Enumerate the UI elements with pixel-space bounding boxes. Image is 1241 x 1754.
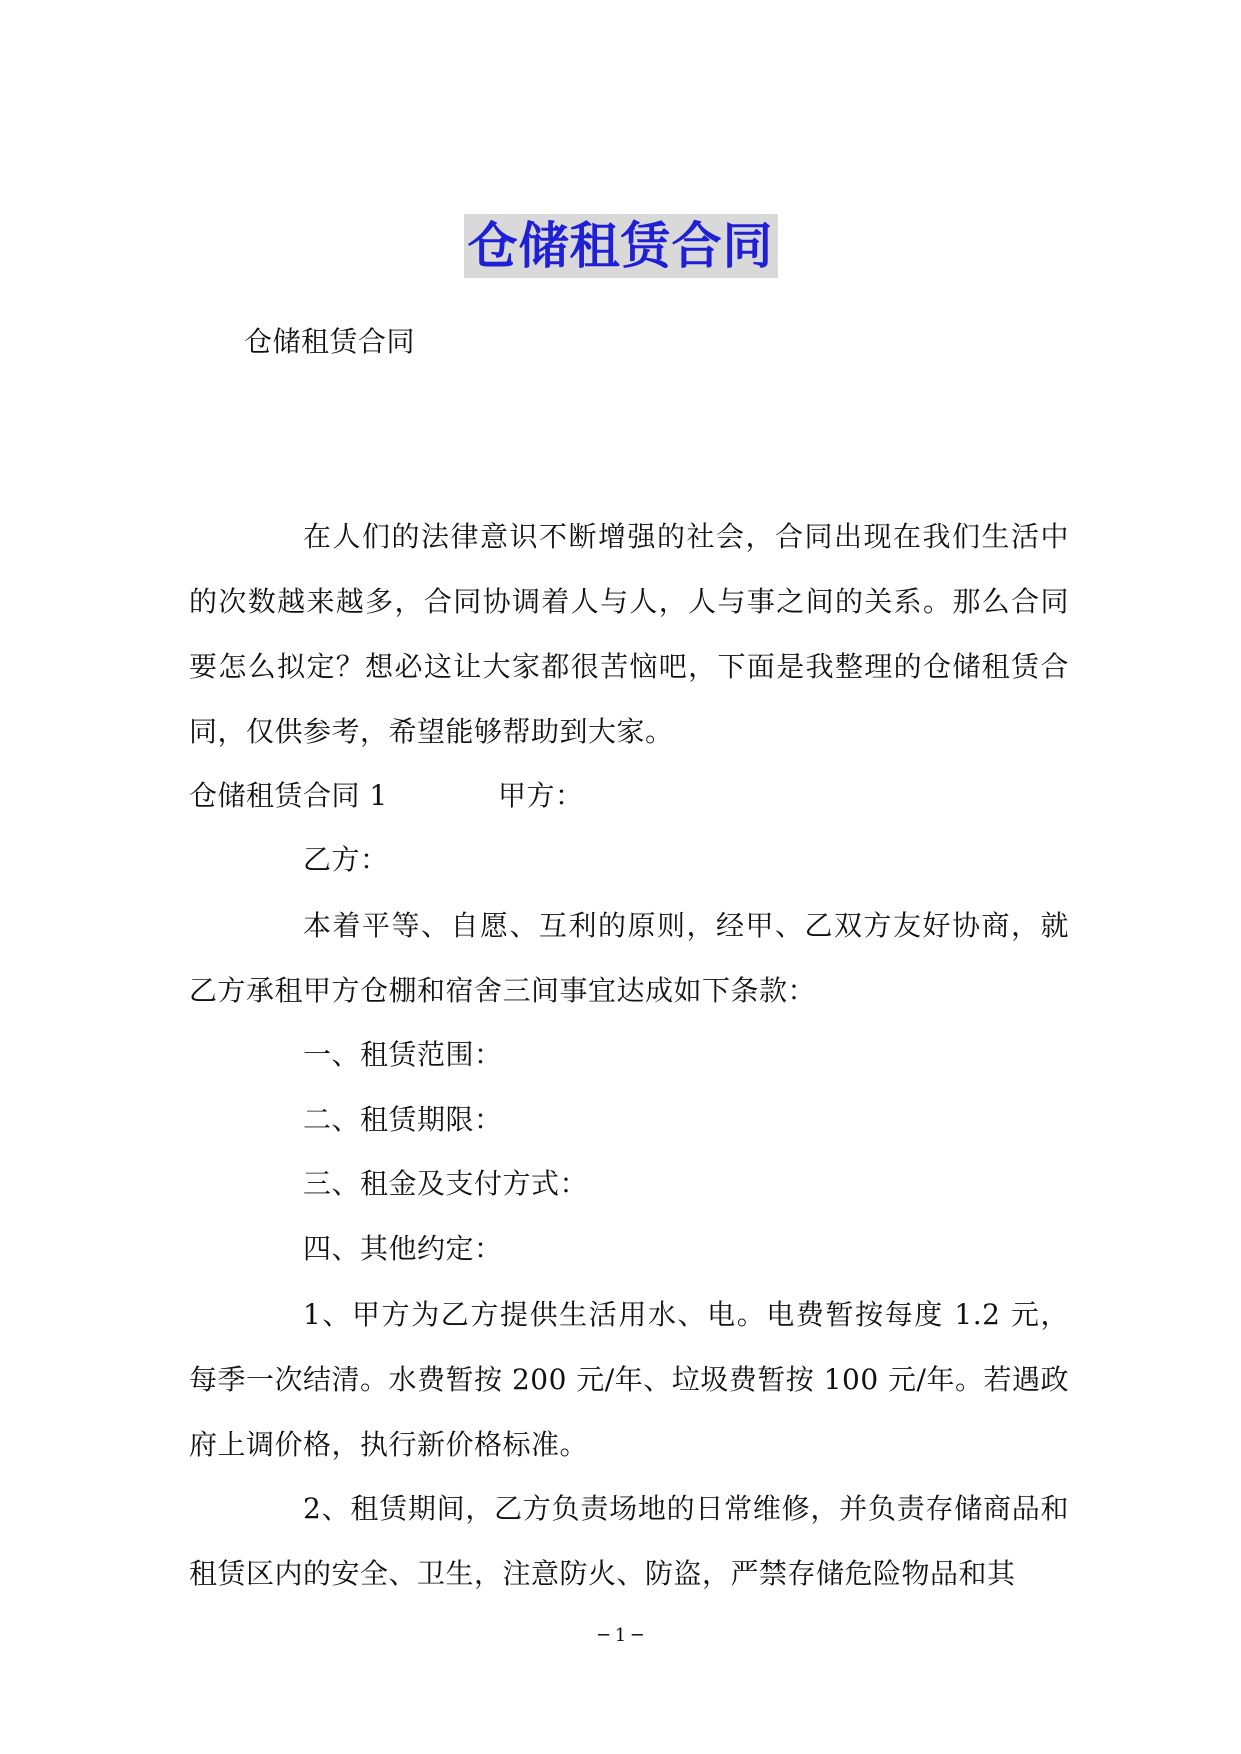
party-b-label: 乙方： bbox=[303, 843, 389, 876]
party-a-label: 甲方： bbox=[498, 779, 584, 812]
document-title: 仓储租赁合同 bbox=[464, 214, 778, 278]
document-subtitle: 仓储租赁合同 bbox=[244, 325, 416, 358]
section-lease-scope: 一、租赁范围： bbox=[303, 1038, 503, 1071]
clause-1-paragraph: 1、甲方为乙方提供生活用水、电。电费暂按每度 1.2 元，每季一次结清。水费暂按 200 元/年、垃圾费暂按 100 元/年。若遇政府上调价格，执行新价格标准。 bbox=[189, 1298, 1069, 1461]
contract-heading: 仓储租赁合同 1 bbox=[189, 779, 388, 812]
section-rent-payment: 三、租金及支付方式： bbox=[303, 1167, 589, 1200]
page-number: ─ 1 ─ bbox=[598, 1625, 643, 1646]
clause-2-paragraph: 2、租赁期间，乙方负责场地的日常维修，并负责存储商品和租赁区内的安全、卫生，注意防火、防盗，严禁存储危险物品和其 bbox=[189, 1492, 1069, 1590]
section-lease-term: 二、租赁期限： bbox=[303, 1103, 503, 1136]
section-other-terms: 四、其他约定： bbox=[303, 1232, 503, 1265]
principle-paragraph: 本着平等、自愿、互利的原则，经甲、乙双方友好协商，就乙方承租甲方仓棚和宿舍三间事宜达成如下条款： bbox=[189, 909, 1069, 1007]
title-container bbox=[0, 214, 1241, 278]
intro-paragraph: 在人们的法律意识不断增强的社会，合同出现在我们生活中的次数越来越多，合同协调着人与人，人与事之间的关系。那么合同要怎么拟定？想必这让大家都很苦恼吧，下面是我整理的仓储租赁合同，仅供参考，希望能够帮助到大家。 bbox=[189, 520, 1069, 748]
